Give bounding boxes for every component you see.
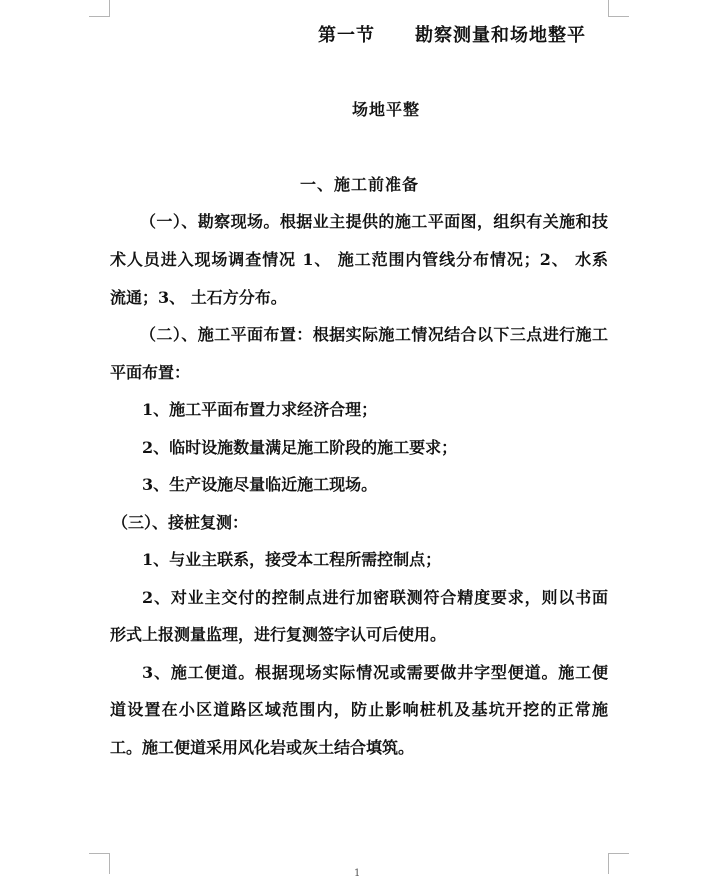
paragraph-line: 工。施工便道采用风化岩或灰土结合填筑。 (110, 738, 415, 757)
page-number: 1 (354, 868, 361, 879)
crop-mark-top-left (89, 0, 110, 17)
paragraph-line: 术人员进入现场调查情况 1、 施工范围内管线分布情况；2、 水系 (110, 250, 608, 269)
subtitle: 场地平整 (352, 100, 421, 119)
list-item: 1、施工平面布置力求经济合理； (142, 400, 378, 419)
crop-mark-top-right (608, 0, 629, 17)
list-item: 1、与业主联系，接受本工程所需控制点； (142, 550, 442, 569)
crop-mark-bottom-right (608, 853, 629, 874)
paragraph-line: （一）、勘察现场。根据业主提供的施工平面图，组织有关施和技 (140, 212, 608, 231)
chapter-title: 勘察测量和场地整平 (415, 25, 586, 46)
chapter-heading (318, 25, 586, 47)
crop-mark-bottom-left (89, 853, 110, 874)
paragraph-line: 流通；3、 土石方分布。 (110, 288, 287, 307)
paragraph-line: 形式上报测量监理，进行复测签字认可后使用。 (110, 625, 447, 644)
section-heading: 一、施工前准备 (300, 175, 420, 194)
list-item: 2、对业主交付的控制点进行加密联测符合精度要求，则以书面 (142, 588, 608, 607)
paragraph-line: （二）、施工平面布置：根据实际施工情况结合以下三点进行施工 (140, 325, 608, 344)
paragraph-line: 平面布置： (110, 363, 191, 382)
subsection-title: （三）、接桩复测： (112, 513, 249, 532)
list-item: 2、临时设施数量满足施工阶段的施工要求； (142, 438, 458, 457)
list-item: 3、施工便道。根据现场实际情况或需要做井字型便道。施工便 (142, 663, 608, 682)
chapter-number: 第一节 (318, 25, 375, 46)
list-item: 3、生产设施尽量临近施工现场。 (142, 475, 378, 494)
paragraph-line: 道设置在小区道路区域范围内，防止影响桩机及基坑开挖的正常施 (110, 700, 608, 719)
